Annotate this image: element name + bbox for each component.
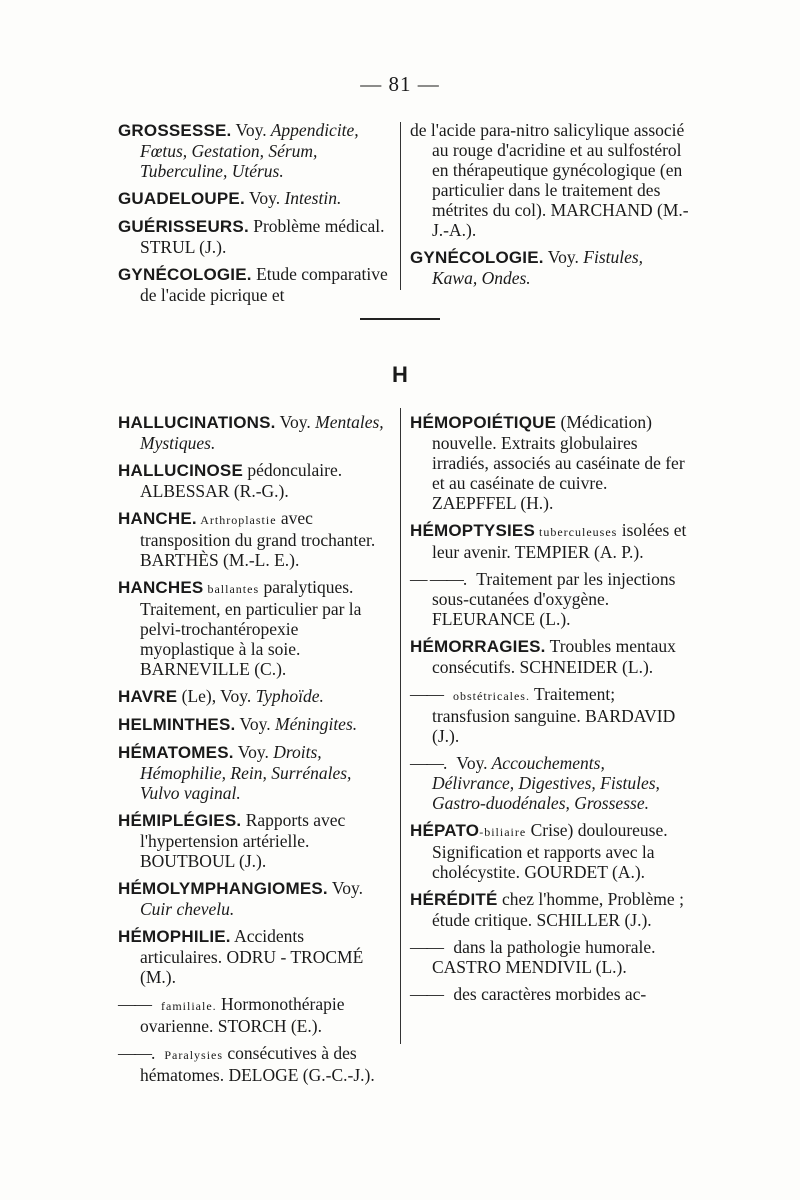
entry-dash: —— (410, 684, 443, 704)
entry-text: Voy. (543, 247, 579, 267)
entry-italic: Accouchements, Délivrance, Digestives, Fistules, Gastro-duodénales, Grossesse. (432, 753, 660, 813)
entry-text: des caractères morbides ac- (449, 984, 647, 1004)
index-entry (410, 247, 690, 288)
index-entry (410, 820, 690, 882)
index-entry (410, 984, 690, 1004)
column-divider-main (400, 408, 401, 1044)
index-entry (410, 889, 690, 930)
entry-headword: HÉRÉDITÉ (410, 890, 498, 909)
index-entry (118, 714, 390, 735)
left-column (118, 412, 390, 1092)
top-left-column (118, 120, 390, 312)
entry-italic: Appendicite, Fœtus, Gestation, Sérum, Tuberculine, Utérus. (140, 120, 359, 181)
entry-smallcaps: tuberculeuses (535, 525, 618, 539)
entry-headword: HÉMOPOIÉTIQUE (410, 413, 557, 432)
entry-italic: Typhoïde. (251, 686, 324, 706)
index-entry (118, 1043, 390, 1085)
index-entry (118, 460, 390, 501)
entry-headword: HÉMOLYMPHANGIOMES. (118, 879, 328, 898)
entry-text: Hormonothérapie ovarienne. STORCH (E.). (140, 994, 345, 1036)
entry-text: Voy. (235, 714, 271, 734)
entry-text: consécutives à des hématomes. DELOGE (G.-C.-J.). (140, 1043, 375, 1085)
entry-text: (Le), Voy. (177, 686, 252, 706)
entry-headword: HANCHE. (118, 509, 197, 528)
entry-smallcaps: Arthroplastie (196, 513, 277, 527)
entry-text: dans la pathologie humorale. CASTRO MENDIVIL (L.). (432, 937, 656, 977)
entry-headword: HELMINTHES. (118, 715, 236, 734)
entry-dash: — ——. (410, 569, 467, 589)
entry-headword: HALLUCINOSE (118, 461, 243, 480)
index-entry (118, 188, 390, 209)
entry-text: Traitement; transfusion sanguine. BARDAVID (J.). (432, 684, 676, 746)
entry-smallcaps: obstétricales. (449, 689, 530, 703)
entry-text: Voy. (452, 753, 488, 773)
entry-smallcaps: Paralysies (160, 1048, 224, 1062)
entry-headword: HALLUCINATIONS. (118, 413, 276, 432)
index-entry (118, 120, 390, 181)
page-number: — 81 — (360, 72, 440, 96)
index-entry (410, 520, 690, 562)
entry-dash: ——. (410, 753, 447, 773)
column-divider-top (400, 122, 401, 290)
entry-headword: GROSSESSE. (118, 121, 232, 140)
entry-text: pédonculaire. ALBESSAR (R.-G.). (140, 460, 343, 501)
index-entry (118, 264, 390, 305)
entry-text: Voy. (244, 188, 281, 208)
entry-italic: Droits, Hémophilie, Rein, Surrénales, Vulvo vaginal. (140, 742, 352, 803)
entry-text: chez l'homme, Problème ; étude critique. SCHILLER (J.). (432, 889, 684, 930)
index-entry (410, 684, 690, 746)
entry-headword: HÉMATOMES. (118, 743, 234, 762)
index-entry (410, 120, 690, 240)
entry-text: Crise) douloureuse. Signification et rapports avec la cholécystite. GOURDET (A.). (432, 820, 668, 882)
entry-text: Troubles mentaux consécutifs. SCHNEIDER (L.). (432, 636, 676, 677)
index-entry (118, 412, 390, 453)
entry-dash: —— (410, 937, 443, 957)
entry-smallcaps: ballantes (203, 582, 260, 596)
index-entry (118, 508, 390, 570)
entry-headword: GUADELOUPE. (118, 189, 245, 208)
entry-headword: HÉPATO (410, 821, 480, 840)
index-entry (410, 753, 690, 813)
entry-text: Etude comparative de l'acide picrique et (140, 264, 388, 305)
index-entry (410, 636, 690, 677)
entry-italic: Mentales, Mystiques. (140, 412, 384, 453)
entry-headword: HÉMOPTYSIES (410, 521, 536, 540)
right-column (410, 412, 690, 1011)
entry-italic: Intestin. (280, 188, 342, 208)
entry-text: Voy. (231, 120, 267, 140)
entry-text: Traitement par les injections sous-cutanées d'oxygène. FLEURANCE (L.). (432, 569, 676, 629)
index-entry (118, 926, 390, 987)
entry-text: isolées et leur avenir. TEMPIER (A. P.). (432, 520, 687, 562)
entry-dash: —— (118, 994, 151, 1014)
entry-italic: Fistules, Kawa, Ondes. (432, 247, 644, 288)
index-entry (118, 216, 390, 257)
entry-italic: Méningites. (270, 714, 358, 734)
entry-headword: HÉMOPHILIE. (118, 927, 231, 946)
entry-dash: ——. (118, 1043, 155, 1063)
entry-headword: HAVRE (118, 687, 178, 706)
index-entry (118, 878, 390, 919)
index-entry (118, 742, 390, 803)
entry-headword: HÉMIPLÉGIES. (118, 811, 242, 830)
entry-text: Rapports avec l'hypertension artérielle. BOUTBOUL (J.). (140, 810, 346, 871)
entry-headword: HÉMORRAGIES. (410, 637, 546, 656)
entry-text: Problème médical. STRUL (J.). (140, 216, 385, 257)
entry-text: Voy. (327, 878, 364, 898)
index-entry (118, 577, 390, 679)
entry-text: Voy. (275, 412, 311, 432)
section-rule (360, 318, 440, 320)
entry-italic: Cuir chevelu. (140, 899, 235, 919)
index-entry (410, 937, 690, 977)
entry-dash: —— (410, 984, 443, 1004)
entry-headword: GYNÉCOLOGIE. (410, 248, 544, 267)
entry-smallcaps: familiale. (157, 999, 217, 1013)
index-entry (118, 810, 390, 871)
entry-text: de l'acide para-nitro salicylique associé au rouge d'acridine et au sulfostérol en thérapeutique gynécologique (en particulier dans le traitement des métrites du col). MARCHAND (M.-J.-A.). (410, 120, 689, 240)
entry-text: avec transposition du grand trochanter. BARTHÈS (M.-L. E.). (140, 508, 376, 570)
entry-smallcaps: -biliaire (479, 825, 527, 839)
index-entry (410, 412, 690, 513)
index-entry (118, 686, 390, 707)
entry-text: paralytiques. Traitement, en particulier par la pelvi-trochantéropexie myoplastique à la soie. BARNEVILLE (C.). (140, 577, 362, 679)
entry-headword: GUÉRISSEURS. (118, 217, 249, 236)
section-letter: H (392, 362, 408, 387)
index-entry (118, 994, 390, 1036)
entry-text: Accidents articulaires. ODRU - TROCMÉ (M.). (140, 926, 364, 987)
index-entry (410, 569, 690, 629)
entry-text: (Médication) nouvelle. Extraits globulaires irradiés, associés au caséinate de fer et au caséinate de cuivre. ZAEPFFEL (H.). (432, 412, 685, 513)
entry-headword: HANCHES (118, 578, 204, 597)
top-right-column (410, 120, 690, 295)
entry-headword: GYNÉCOLOGIE. (118, 265, 252, 284)
entry-text: Voy. (233, 742, 269, 762)
